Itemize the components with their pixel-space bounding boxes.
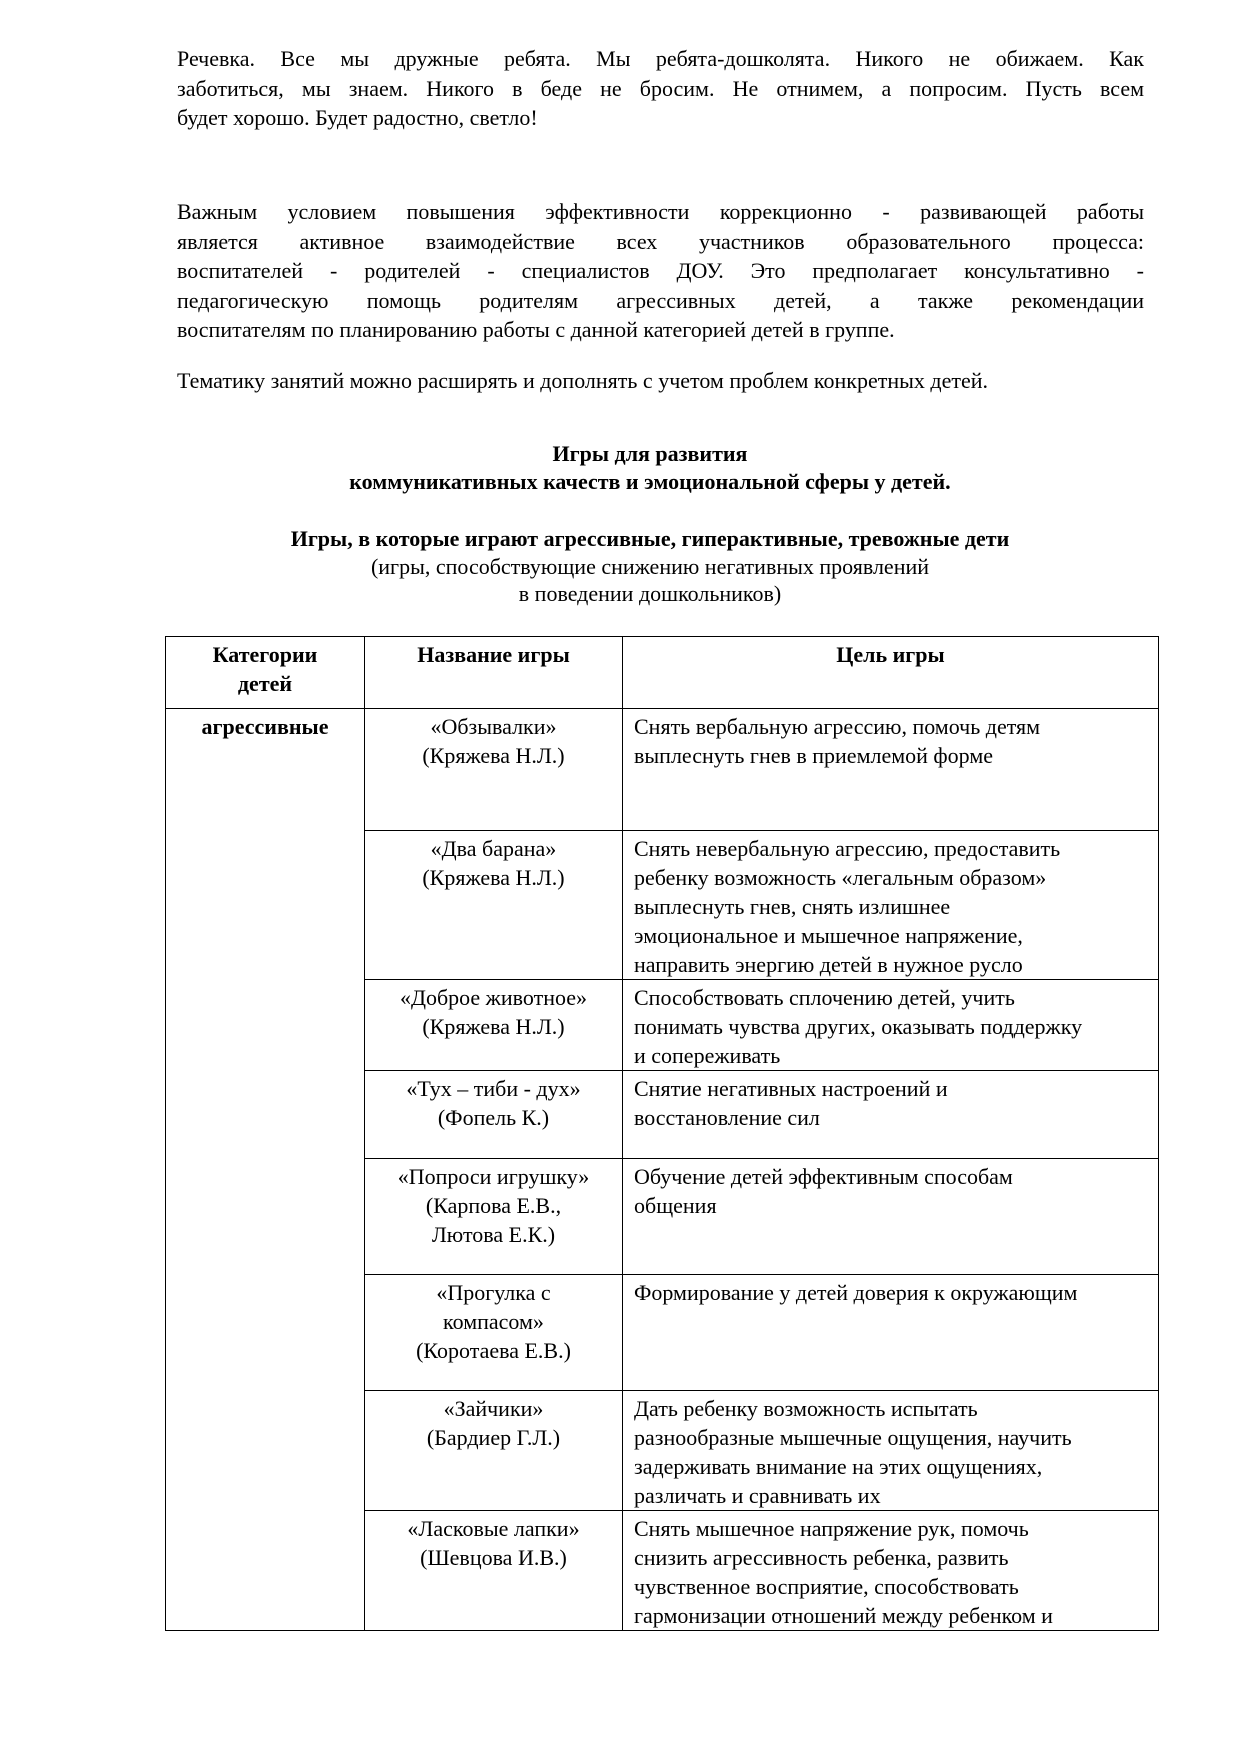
game-goal-line: гармонизации отношений между ребенком и — [634, 1603, 1053, 1628]
intro-paragraph — [177, 44, 1144, 133]
game-goal-line: выплеснуть гнев, снять излишнее — [634, 894, 951, 919]
game-name-cell — [365, 1071, 623, 1159]
game-goal-line: Снять мышечное напряжение рук, помочь — [634, 1516, 1029, 1541]
section-title: Игры для развития коммуникативных качеств и эмоциональной сферы у детей. — [349, 441, 951, 494]
game-goal-line: чувственное восприятие, способствовать — [634, 1574, 1019, 1599]
game-goal-line: и сопереживать — [634, 1043, 781, 1068]
game-name-cell — [365, 1391, 623, 1511]
game-goal-line: выплеснуть гнев в приемлемой форме — [634, 743, 994, 768]
intro-line: будет хорошо. Будет радостно, светло! — [177, 105, 538, 130]
game-name-line: (Кряжева Н.Л.) — [422, 743, 565, 768]
game-name-line: (Коротаева Е.В.) — [416, 1338, 571, 1363]
paragraph-line: педагогическую помощь родителям агрессивных детей, а также рекомендации — [177, 287, 1144, 313]
game-goal-line: разнообразные мышечные ощущения, научить — [634, 1425, 1072, 1450]
game-name-line: (Карпова Е.В., — [425, 1193, 562, 1218]
game-name-line: (Бардиер Г.Л.) — [426, 1425, 561, 1450]
subtitle-line: в поведении дошкольников) — [518, 581, 782, 606]
game-name-cell — [365, 1511, 623, 1631]
subtitle-bold: Игры, в которые играют агрессивные, гиперактивные, тревожные дети — [290, 526, 1010, 551]
note-paragraph — [177, 366, 1144, 396]
game-goal-line: восстановление сил — [634, 1105, 820, 1130]
game-goal-line: общения — [634, 1193, 717, 1218]
game-goal-cell — [623, 831, 1159, 980]
game-goal-line: эмоциональное и мышечное напряжение, — [634, 923, 1023, 948]
header-goal: Цель игры — [623, 637, 1159, 709]
paragraph-line: воспитателям по планированию работы с данной категорией детей в группе. — [177, 317, 895, 342]
game-goal-line: Дать ребенку возможность испытать — [634, 1396, 978, 1421]
category-cell: агрессивные — [166, 709, 365, 1631]
games-table — [165, 636, 1159, 1631]
game-goal-line: Обучение детей эффективным способам — [634, 1164, 1013, 1189]
game-goal-line: Снять вербальную агрессию, помочь детям — [634, 714, 1041, 739]
game-name-line: «Тух – тиби - дух» — [406, 1076, 581, 1101]
game-name-line: (Кряжева Н.Л.) — [422, 1014, 565, 1039]
game-goal-line: снизить агрессивность ребенка, развить — [634, 1545, 1009, 1570]
game-goal-cell — [623, 709, 1159, 831]
game-name-cell — [365, 1275, 623, 1391]
game-name-cell — [365, 980, 623, 1071]
game-goal-cell — [623, 1159, 1159, 1275]
game-goal-line: Снять невербальную агрессию, предоставить — [634, 836, 1061, 861]
game-name-line: «Доброе животное» — [399, 985, 588, 1010]
game-name-line: «Прогулка с — [436, 1280, 551, 1305]
game-name-line: Лютова Е.К.) — [431, 1222, 556, 1247]
header-name: Название игры — [365, 637, 623, 709]
game-name-line: «Два барана» — [430, 836, 557, 861]
table-header-row — [166, 637, 1159, 709]
game-name-line: «Ласковые лапки» — [407, 1516, 580, 1541]
game-goal-line: направить энергию детей в нужное русло — [634, 952, 1023, 977]
game-goal-cell — [623, 1511, 1159, 1631]
game-name-line: (Фопель К.) — [437, 1105, 550, 1130]
game-goal-line: Снятие негативных настроений и — [634, 1076, 948, 1101]
main-paragraph — [177, 197, 1144, 345]
note-text: Тематику занятий можно расширять и дополнять с учетом проблем конкретных детей. — [177, 368, 989, 393]
intro-line: заботиться, мы знаем. Никого в беде не бросим. Не отнимем, а попросим. Пусть всем — [177, 75, 1144, 101]
game-goal-line: различать и сравнивать их — [634, 1483, 881, 1508]
game-goal-cell — [623, 1391, 1159, 1511]
game-goal-line: задерживать внимание на этих ощущениях, — [634, 1454, 1043, 1479]
game-name-line: компасом» — [443, 1309, 544, 1334]
game-name-line: «Попроси игрушку» — [397, 1164, 590, 1189]
paragraph-line: является активное взаимодействие всех участников образовательного процесса: — [177, 228, 1144, 254]
game-goal-line: Формирование у детей доверия к окружающим — [634, 1280, 1078, 1305]
game-name-cell — [365, 1159, 623, 1275]
game-goal-line: понимать чувства других, оказывать поддержку — [634, 1014, 1083, 1039]
game-name-line: «Зайчики» — [443, 1396, 544, 1421]
game-name-cell — [365, 709, 623, 831]
game-goal-cell — [623, 1275, 1159, 1391]
game-name-line: (Кряжева Н.Л.) — [422, 865, 565, 890]
subtitle-line: (игры, способствующие снижению негативных проявлений — [370, 553, 930, 579]
table-row — [166, 709, 1159, 831]
table-subtitle — [150, 525, 1150, 608]
game-goal-cell — [623, 1071, 1159, 1159]
game-name-line: «Обзывалки» — [430, 714, 557, 739]
intro-line: Речевка. Все мы дружные ребята. Мы ребята-дошколята. Никого не обижаем. Как — [177, 46, 1144, 71]
game-goal-line: Способствовать сплочению детей, учить — [634, 985, 1015, 1010]
game-goal-cell — [623, 980, 1159, 1071]
paragraph-line: Важным условием повышения эффективности коррекционно - развивающей работы — [177, 199, 1144, 224]
header-category: Категории детей — [166, 637, 365, 709]
game-goal-line: ребенку возможность «легальным образом» — [634, 865, 1047, 890]
game-name-line: (Шевцова И.В.) — [420, 1545, 567, 1570]
paragraph-line: воспитателей - родителей - специалистов ДОУ. Это предполагает консультативно - — [177, 258, 1144, 283]
game-name-cell — [365, 831, 623, 980]
